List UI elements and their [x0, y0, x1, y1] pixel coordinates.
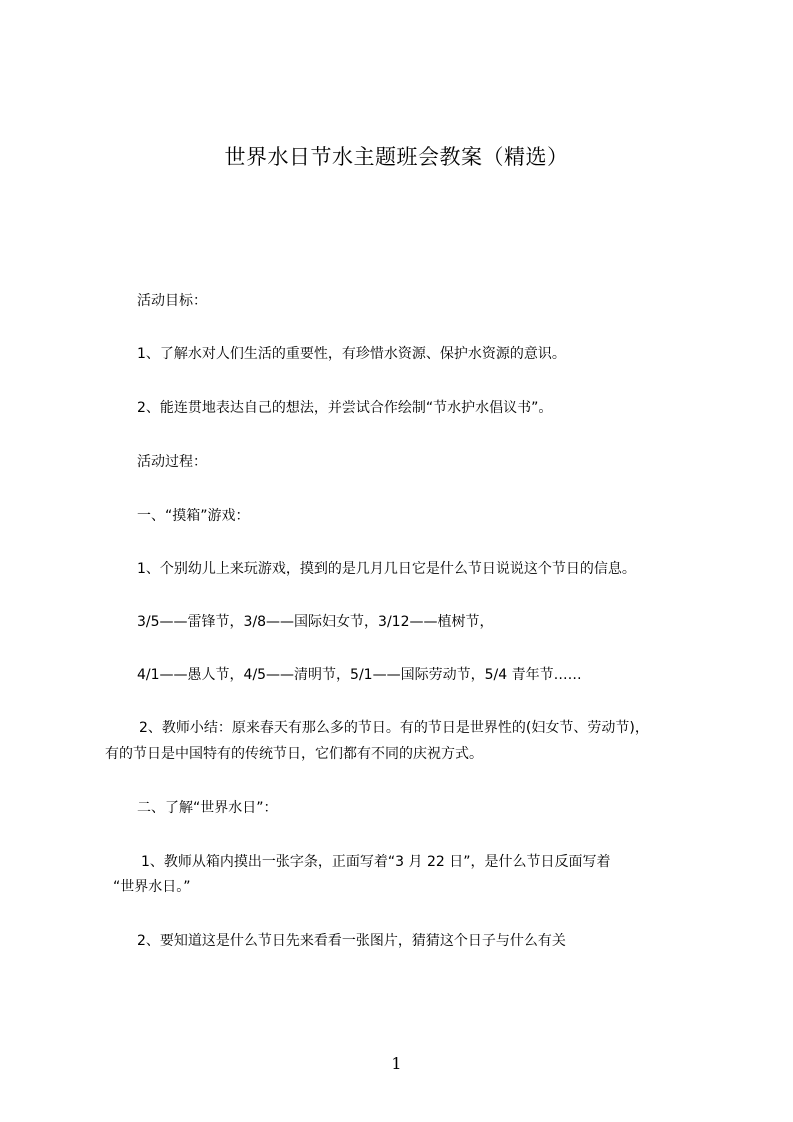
paragraph-game-step-1: 1、个别幼儿上来玩游戏，摸到的是几月几日它是什么节日说说这个节日的信息。 — [137, 561, 636, 577]
paragraph-holidays-line-1: 3/5——雷锋节，3/8——国际妇女节，3/12——植树节， — [137, 614, 494, 630]
paragraph-activity-goals-heading: 活动目标： — [137, 293, 207, 309]
paragraph-section-2-heading: 二、了解“世界水日”： — [137, 800, 278, 816]
paragraph-section-1-heading: 一、“摸箱”游戏： — [137, 508, 250, 524]
paragraph-section-2-step-2: 2、要知道这是什么节日先来看看一张图片，猜猜这个日子与什么有关 — [137, 933, 566, 949]
paragraph-goal-1: 1、了解水对人们生活的重要性，有珍惜水资源、保护水资源的意识。 — [137, 346, 566, 362]
paragraph-section-2-step-1-line-2: “世界水日。” — [113, 879, 191, 895]
document-title: 世界水日节水主题班会教案（精选） — [224, 145, 569, 169]
paragraph-teacher-summary-line-1: 2、教师小结：原来春天有那么多的节日。有的节日是世界性的(妇女节、劳动节)， — [139, 720, 649, 736]
page-number: 1 — [391, 1054, 402, 1073]
paragraph-teacher-summary-line-2: 有的节日是中国特有的传统节日，它们都有不同的庆祝方式。 — [105, 746, 483, 762]
paragraph-activity-process-heading: 活动过程： — [137, 454, 207, 470]
paragraph-goal-2: 2、能连贯地表达自己的想法，并尝试合作绘制“节水护水倡议书”。 — [137, 400, 553, 416]
paragraph-section-2-step-1-line-1: 1、教师从箱内摸出一张字条，正面写着“3 月 22 日”，是什么节日反面写着 — [141, 854, 611, 870]
paragraph-holidays-line-2: 4/1——愚人节，4/5——清明节，5/1——国际劳动节，5/4 青年节…… — [137, 667, 582, 683]
